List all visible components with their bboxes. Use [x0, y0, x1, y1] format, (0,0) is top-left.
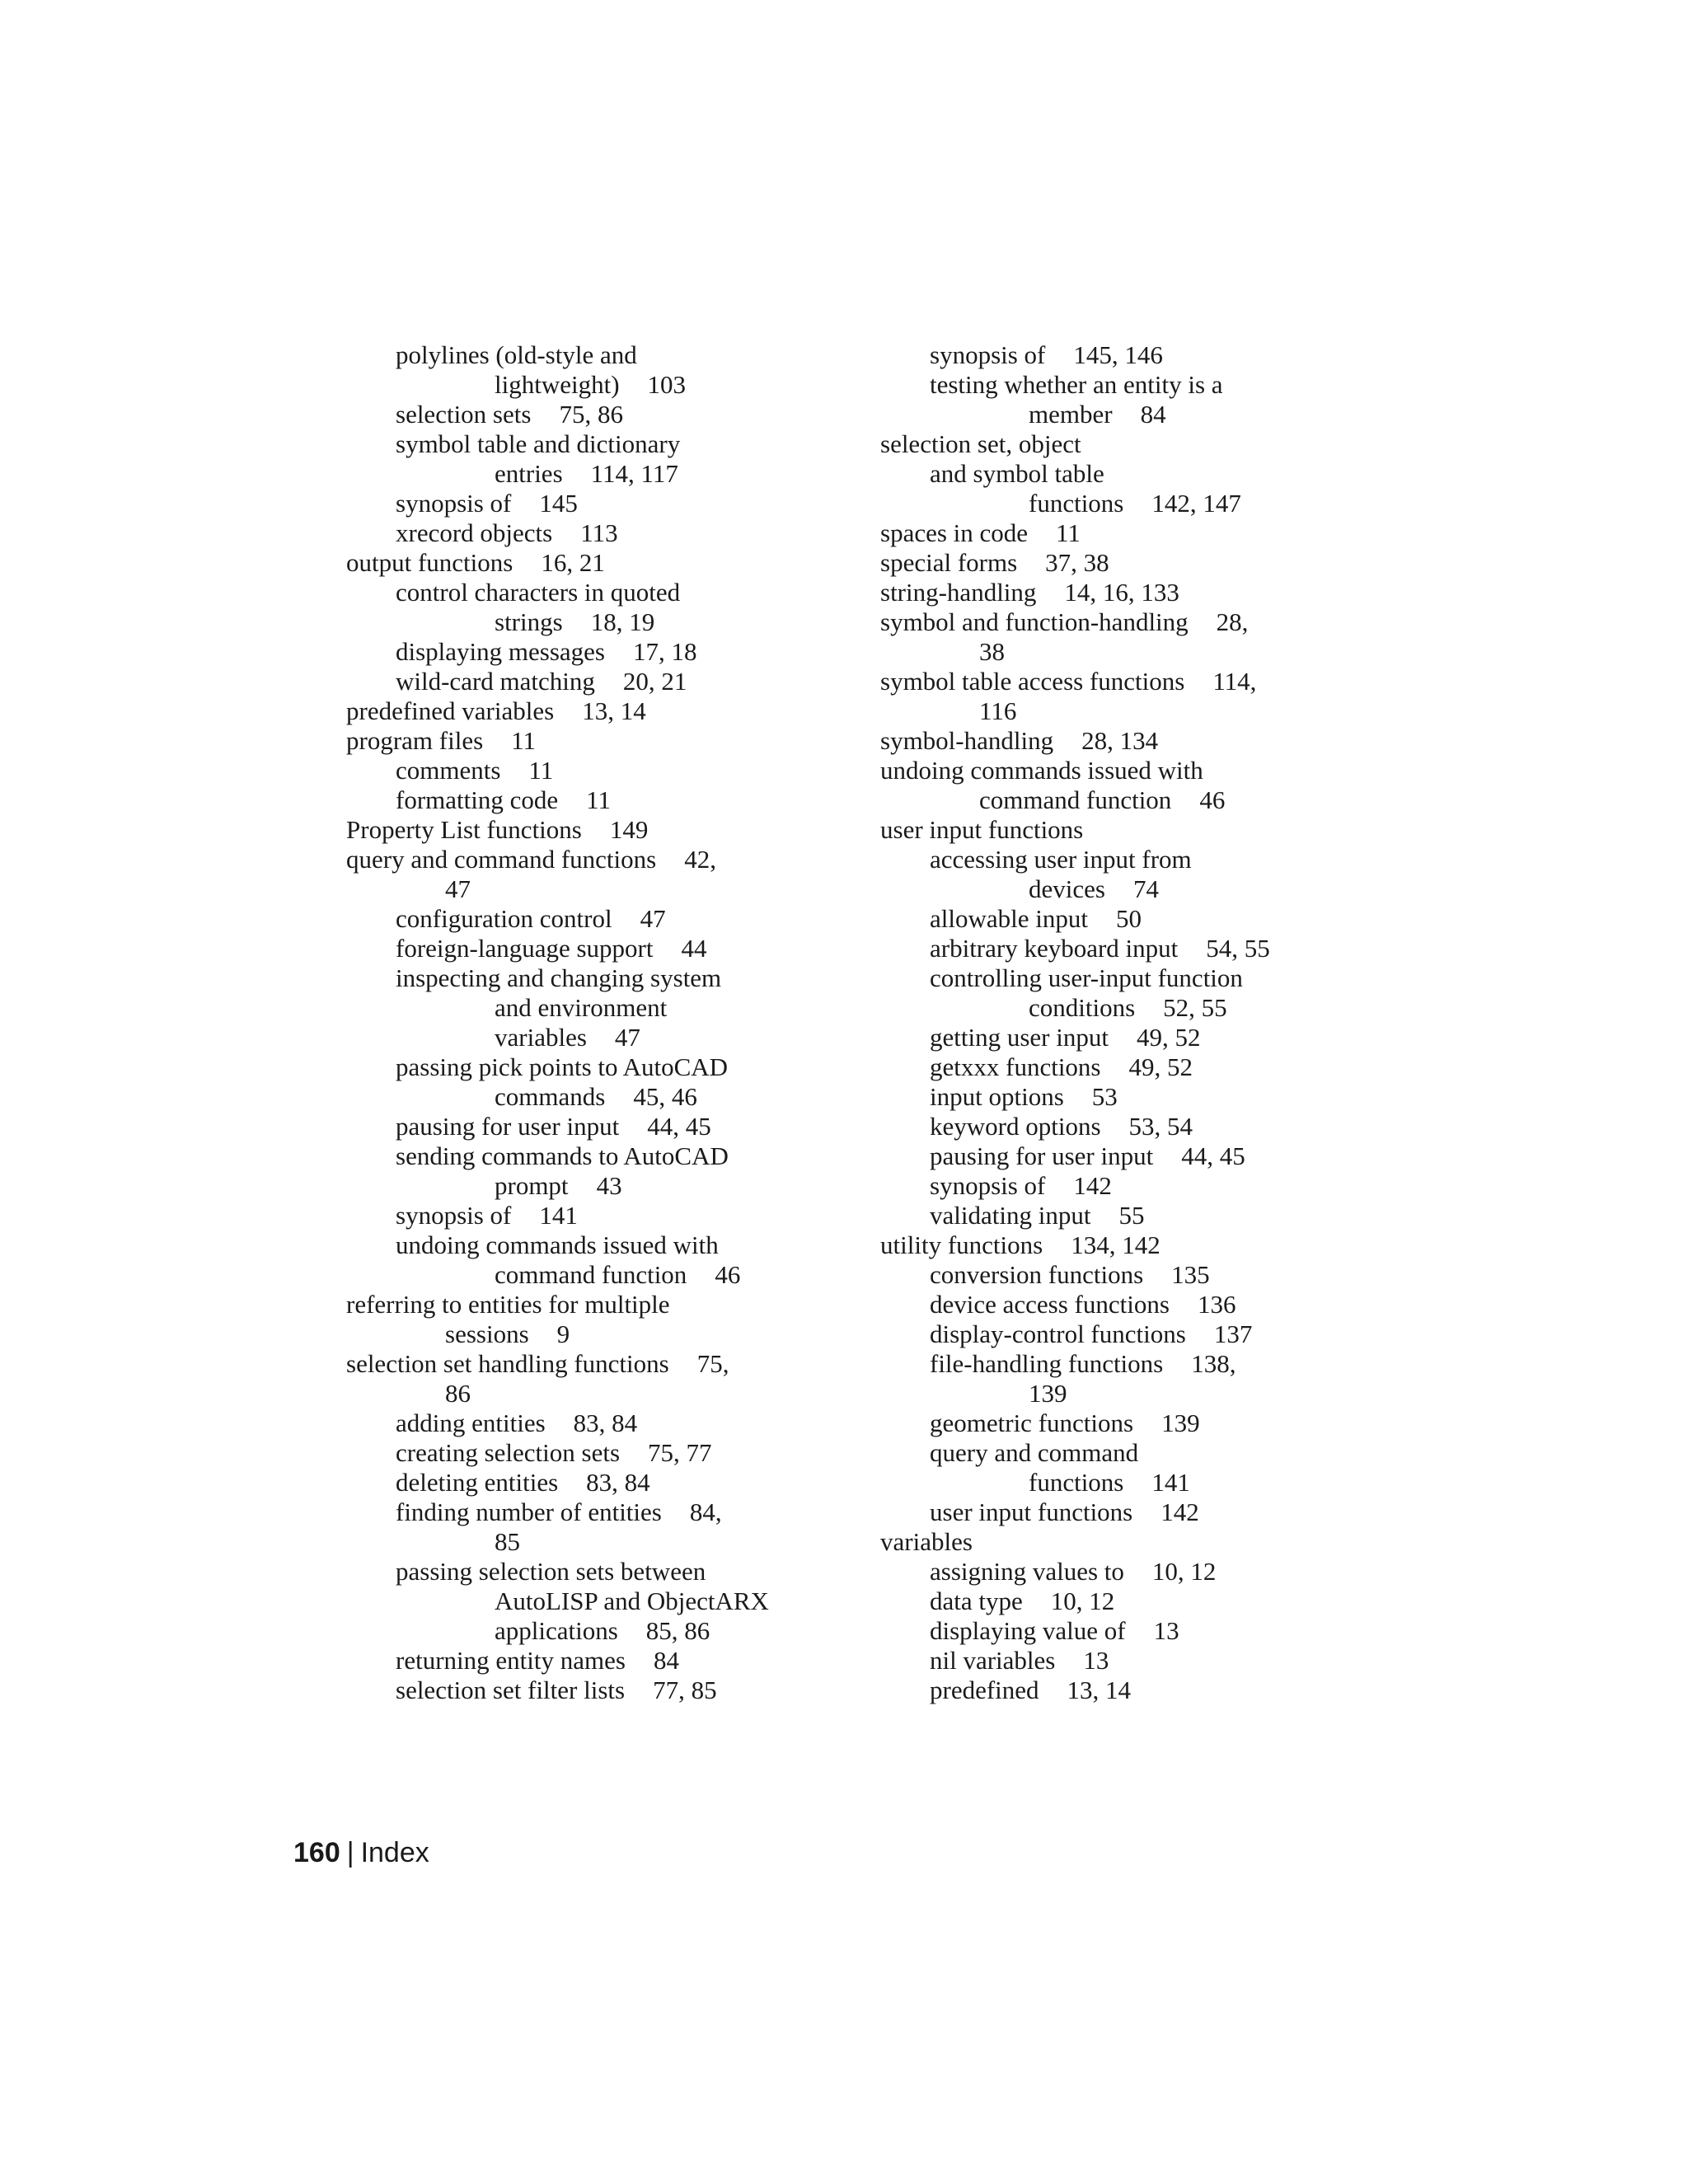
index-page-refs: 141 — [539, 1201, 578, 1230]
index-page-refs: 47 — [640, 904, 666, 933]
index-page-refs: 13 — [1083, 1646, 1109, 1675]
index-term: referring to entities for multiple — [346, 1290, 670, 1319]
index-term: and symbol table — [930, 459, 1104, 488]
index-term: 38 — [979, 637, 1005, 666]
index-entry — [346, 489, 808, 518]
index-page-refs: 75, 77 — [648, 1438, 712, 1467]
index-entry — [880, 667, 1342, 696]
index-page-refs: 149 — [609, 815, 649, 844]
index-term: command function — [979, 785, 1172, 814]
index-page-refs: 44, 45 — [1181, 1141, 1245, 1170]
index-term: program files — [346, 726, 484, 755]
index-page-refs: 11 — [1056, 518, 1081, 547]
index-entry — [880, 429, 1342, 459]
index-page-refs: 46 — [1199, 785, 1226, 814]
index-term: undoing commands issued with — [396, 1230, 719, 1259]
index-entry — [346, 874, 808, 904]
index-term: 116 — [979, 696, 1017, 725]
index-term: inspecting and changing system — [396, 963, 722, 992]
index-term: prompt — [495, 1171, 569, 1200]
index-entry — [346, 756, 808, 785]
index-entry — [880, 963, 1342, 993]
index-page-refs: 46 — [715, 1260, 741, 1289]
index-page-refs: 85, 86 — [645, 1616, 710, 1645]
index-entry — [346, 726, 808, 756]
index-entry — [346, 1349, 808, 1379]
page-number: 160 — [293, 1837, 340, 1868]
index-term: getxxx functions — [930, 1052, 1101, 1081]
index-term: string-handling — [880, 578, 1037, 607]
index-entry — [346, 578, 808, 607]
index-entry — [346, 1497, 808, 1527]
index-entry — [880, 1319, 1342, 1349]
index-entry — [880, 756, 1342, 785]
index-entry — [880, 370, 1342, 400]
index-entry — [880, 874, 1342, 904]
index-term: conversion functions — [930, 1260, 1144, 1289]
index-entry — [346, 934, 808, 963]
index-term: 86 — [445, 1379, 471, 1408]
index-page-refs: 50 — [1115, 904, 1142, 933]
index-term: controlling user-input function — [930, 963, 1243, 992]
index-entry — [880, 815, 1342, 845]
index-term: Property List functions — [346, 815, 582, 844]
index-entry — [346, 1260, 808, 1290]
index-entry — [880, 1438, 1342, 1468]
index-entry — [346, 1141, 808, 1171]
index-entry — [346, 1379, 808, 1408]
index-entry — [346, 1112, 808, 1141]
index-column-right — [880, 340, 1342, 1705]
index-entry — [346, 1468, 808, 1497]
index-term: synopsis of — [396, 1201, 512, 1230]
index-entry — [880, 1675, 1342, 1705]
index-term: functions — [1029, 489, 1124, 518]
index-entry — [880, 1497, 1342, 1527]
index-entry — [346, 637, 808, 667]
index-term: variables — [495, 1023, 587, 1052]
index-entry — [346, 904, 808, 934]
index-entry — [880, 340, 1342, 370]
index-term: wild-card matching — [396, 667, 595, 696]
index-entry — [880, 934, 1342, 963]
index-entry — [346, 429, 808, 459]
index-term: sending commands to AutoCAD — [396, 1141, 729, 1170]
index-page-refs: 138, — [1191, 1349, 1236, 1378]
index-term: variables — [880, 1527, 973, 1556]
index-term: selection set handling functions — [346, 1349, 669, 1378]
index-page-refs: 14, 16, 133 — [1064, 578, 1179, 607]
index-term: 47 — [445, 874, 471, 903]
index-page-refs: 84 — [653, 1646, 679, 1675]
footer-separator: | — [346, 1837, 354, 1868]
index-entry — [346, 1171, 808, 1201]
index-term: validating input — [930, 1201, 1091, 1230]
index-term: user input functions — [880, 815, 1084, 844]
index-column-left — [346, 340, 808, 1705]
index-term: predefined — [930, 1675, 1039, 1704]
index-entry — [346, 1557, 808, 1586]
index-entry — [880, 518, 1342, 548]
page-footer — [293, 1836, 429, 1869]
index-page-refs: 10, 12 — [1151, 1557, 1217, 1586]
index-page-refs: 103 — [647, 370, 687, 399]
index-page-refs: 44 — [681, 934, 707, 963]
index-page-refs: 145, 146 — [1073, 340, 1163, 369]
index-page-refs: 11 — [528, 756, 554, 785]
index-entry — [880, 1023, 1342, 1052]
index-entry — [880, 578, 1342, 607]
index-term: selection set filter lists — [396, 1675, 626, 1704]
index-entry — [880, 1112, 1342, 1141]
index-term: pausing for user input — [396, 1112, 620, 1141]
index-entry — [880, 1557, 1342, 1586]
index-entry — [346, 845, 808, 874]
index-term: undoing commands issued with — [880, 756, 1203, 785]
index-term: arbitrary keyboard input — [930, 934, 1179, 963]
index-term: special forms — [880, 548, 1018, 577]
index-term: devices — [1029, 874, 1105, 903]
index-term: getting user input — [930, 1023, 1109, 1052]
index-page-refs: 43 — [596, 1171, 622, 1200]
index-entry — [346, 993, 808, 1023]
index-page-refs: 45, 46 — [633, 1082, 697, 1111]
index-page-refs: 114, 117 — [590, 459, 678, 488]
index-entry — [880, 993, 1342, 1023]
index-entry — [880, 548, 1342, 578]
index-page-refs: 17, 18 — [633, 637, 697, 666]
index-entry — [346, 607, 808, 637]
index-entry — [346, 1408, 808, 1438]
index-page-refs: 142, 147 — [1151, 489, 1241, 518]
index-page-refs: 11 — [511, 726, 536, 755]
index-entry — [346, 1616, 808, 1646]
index-term: allowable input — [930, 904, 1088, 933]
index-entry — [346, 1290, 808, 1319]
index-entry — [880, 785, 1342, 815]
index-page-refs: 134, 142 — [1071, 1230, 1160, 1259]
index-entry — [346, 1052, 808, 1082]
index-page-refs: 84 — [1140, 400, 1166, 429]
index-term: assigning values to — [930, 1557, 1124, 1586]
index-page-refs: 113 — [580, 518, 618, 547]
index-entry — [346, 785, 808, 815]
index-term: selection sets — [396, 400, 532, 429]
index-entry — [880, 1586, 1342, 1616]
index-page-refs: 10, 12 — [1050, 1586, 1115, 1615]
index-term: command function — [495, 1260, 687, 1289]
index-page-refs: 47 — [614, 1023, 640, 1052]
index-entry — [346, 518, 808, 548]
index-entry — [346, 1319, 808, 1349]
index-term: testing whether an entity is a — [930, 370, 1223, 399]
index-term: keyword options — [930, 1112, 1101, 1141]
index-page-refs: 137 — [1213, 1319, 1253, 1348]
index-page-refs: 37, 38 — [1045, 548, 1109, 577]
index-page-refs: 136 — [1197, 1290, 1236, 1319]
index-page-refs: 16, 21 — [541, 548, 605, 577]
index-entry — [346, 1230, 808, 1260]
index-entry — [880, 459, 1342, 489]
index-entry — [346, 815, 808, 845]
index-page-refs: 75, — [696, 1349, 729, 1378]
index-entry — [346, 1201, 808, 1230]
index-term: conditions — [1029, 993, 1136, 1022]
index-page-refs: 142 — [1160, 1497, 1199, 1526]
index-term: AutoLISP and ObjectARX — [495, 1586, 769, 1615]
index-term: adding entities — [396, 1408, 546, 1437]
index-entry — [880, 1141, 1342, 1171]
index-entry — [346, 1586, 808, 1616]
index-entry — [346, 667, 808, 696]
index-entry — [880, 1349, 1342, 1379]
index-term: device access functions — [930, 1290, 1170, 1319]
index-entry — [346, 548, 808, 578]
index-term: member — [1029, 400, 1113, 429]
index-entry — [346, 370, 808, 400]
index-entry — [346, 1438, 808, 1468]
index-term: geometric functions — [930, 1408, 1134, 1437]
index-page-refs: 135 — [1171, 1260, 1210, 1289]
index-entry — [880, 1290, 1342, 1319]
index-term: symbol and function-handling — [880, 607, 1189, 636]
index-term: applications — [495, 1616, 618, 1645]
index-term: deleting entities — [396, 1468, 559, 1497]
index-entry — [880, 607, 1342, 637]
index-entry — [880, 726, 1342, 756]
index-page-refs: 75, 86 — [559, 400, 623, 429]
index-term: query and command — [930, 1438, 1139, 1467]
index-entry — [880, 1527, 1342, 1557]
index-term: data type — [930, 1586, 1023, 1615]
index-page-refs: 11 — [586, 785, 611, 814]
index-term: synopsis of — [930, 1171, 1046, 1200]
index-page-refs: 74 — [1132, 874, 1159, 903]
index-term: synopsis of — [396, 489, 512, 518]
index-entry — [880, 1408, 1342, 1438]
index-entry — [880, 696, 1342, 726]
index-term: displaying value of — [930, 1616, 1126, 1645]
index-page-refs: 83, 84 — [573, 1408, 638, 1437]
index-term: and environment — [495, 993, 668, 1022]
index-term: selection set, object — [880, 429, 1081, 458]
index-term: input options — [930, 1082, 1064, 1111]
index-term: configuration control — [396, 904, 612, 933]
index-term: finding number of entities — [396, 1497, 662, 1526]
index-entry — [880, 400, 1342, 429]
index-term: creating selection sets — [396, 1438, 621, 1467]
index-entry — [880, 1616, 1342, 1646]
index-page-refs: 28, 134 — [1081, 726, 1159, 755]
index-page-refs: 53 — [1091, 1082, 1118, 1111]
index-term: utility functions — [880, 1230, 1043, 1259]
index-term: entries — [495, 459, 563, 488]
index-page-refs: 49, 52 — [1128, 1052, 1193, 1081]
index-entry — [880, 1052, 1342, 1082]
index-page-refs: 20, 21 — [622, 667, 687, 696]
index-entry — [346, 1527, 808, 1557]
index-page-refs: 13, 14 — [1067, 1675, 1132, 1704]
index-term: returning entity names — [396, 1646, 626, 1675]
index-entry — [880, 1468, 1342, 1497]
index-term: displaying messages — [396, 637, 605, 666]
index-term: symbol-handling — [880, 726, 1054, 755]
section-title: Index — [360, 1837, 429, 1868]
index-page-refs: 145 — [539, 489, 578, 518]
index-entry — [346, 963, 808, 993]
index-entry — [880, 1230, 1342, 1260]
index-term: xrecord objects — [396, 518, 553, 547]
index-entry — [880, 904, 1342, 934]
index-entry — [346, 1023, 808, 1052]
index-page-refs: 18, 19 — [590, 607, 655, 636]
index-term: formatting code — [396, 785, 559, 814]
index-entry — [880, 1082, 1342, 1112]
index-page-refs: 9 — [556, 1319, 570, 1348]
index-entry — [880, 489, 1342, 518]
index-page-refs: 42, — [684, 845, 716, 874]
index-page-refs: 83, 84 — [586, 1468, 650, 1497]
index-term: output functions — [346, 548, 513, 577]
index-term: 139 — [1029, 1379, 1067, 1408]
index-term: sessions — [445, 1319, 529, 1348]
index-page-refs: 44, 45 — [647, 1112, 711, 1141]
index-term: polylines (old-style and — [396, 340, 637, 369]
index-term: symbol table and dictionary — [396, 429, 681, 458]
index-page-refs: 142 — [1073, 1171, 1112, 1200]
index-entry — [346, 340, 808, 370]
index-entry — [880, 1171, 1342, 1201]
index-entry — [880, 637, 1342, 667]
index-entry — [346, 1646, 808, 1675]
index-page-refs: 53, 54 — [1128, 1112, 1193, 1141]
index-term: predefined variables — [346, 696, 555, 725]
index-entry — [346, 696, 808, 726]
index-term: foreign-language support — [396, 934, 654, 963]
index-entry — [346, 1675, 808, 1705]
index-entry — [880, 845, 1342, 874]
index-term: 85 — [495, 1527, 520, 1556]
index-term: display-control functions — [930, 1319, 1186, 1348]
index-page-refs: 49, 52 — [1136, 1023, 1201, 1052]
index-term: pausing for user input — [930, 1141, 1154, 1170]
index-page-refs: 77, 85 — [653, 1675, 717, 1704]
index-page-refs: 13, 14 — [582, 696, 646, 725]
index-page-refs: 141 — [1151, 1468, 1190, 1497]
index-page-refs: 55 — [1118, 1201, 1145, 1230]
index-term: comments — [396, 756, 501, 785]
index-term: passing pick points to AutoCAD — [396, 1052, 729, 1081]
index-page-refs: 28, — [1216, 607, 1249, 636]
index-entry — [880, 1379, 1342, 1408]
index-entry — [880, 1646, 1342, 1675]
index-page-refs: 114, — [1212, 667, 1257, 696]
index-page-refs: 139 — [1161, 1408, 1200, 1437]
index-entry — [346, 1082, 808, 1112]
index-term: accessing user input from — [930, 845, 1192, 874]
index-term: functions — [1029, 1468, 1124, 1497]
index-entry — [880, 1260, 1342, 1290]
index-term: control characters in quoted — [396, 578, 681, 607]
index-page-refs: 52, 55 — [1163, 993, 1227, 1022]
index-term: query and command functions — [346, 845, 657, 874]
index-term: symbol table access functions — [880, 667, 1185, 696]
index-term: nil variables — [930, 1646, 1056, 1675]
index-term: passing selection sets between — [396, 1557, 706, 1586]
index-term: user input functions — [930, 1497, 1133, 1526]
index-entry — [346, 400, 808, 429]
index-term: synopsis of — [930, 340, 1046, 369]
index-entry — [346, 459, 808, 489]
index-page-refs: 84, — [689, 1497, 722, 1526]
index-term: strings — [495, 607, 563, 636]
index-term: spaces in code — [880, 518, 1029, 547]
index-term: file-handling functions — [930, 1349, 1164, 1378]
index-term: lightweight) — [495, 370, 620, 399]
index-page-refs: 54, 55 — [1206, 934, 1270, 963]
index-entry — [880, 1201, 1342, 1230]
index-page-refs: 13 — [1153, 1616, 1179, 1645]
index-term: commands — [495, 1082, 606, 1111]
